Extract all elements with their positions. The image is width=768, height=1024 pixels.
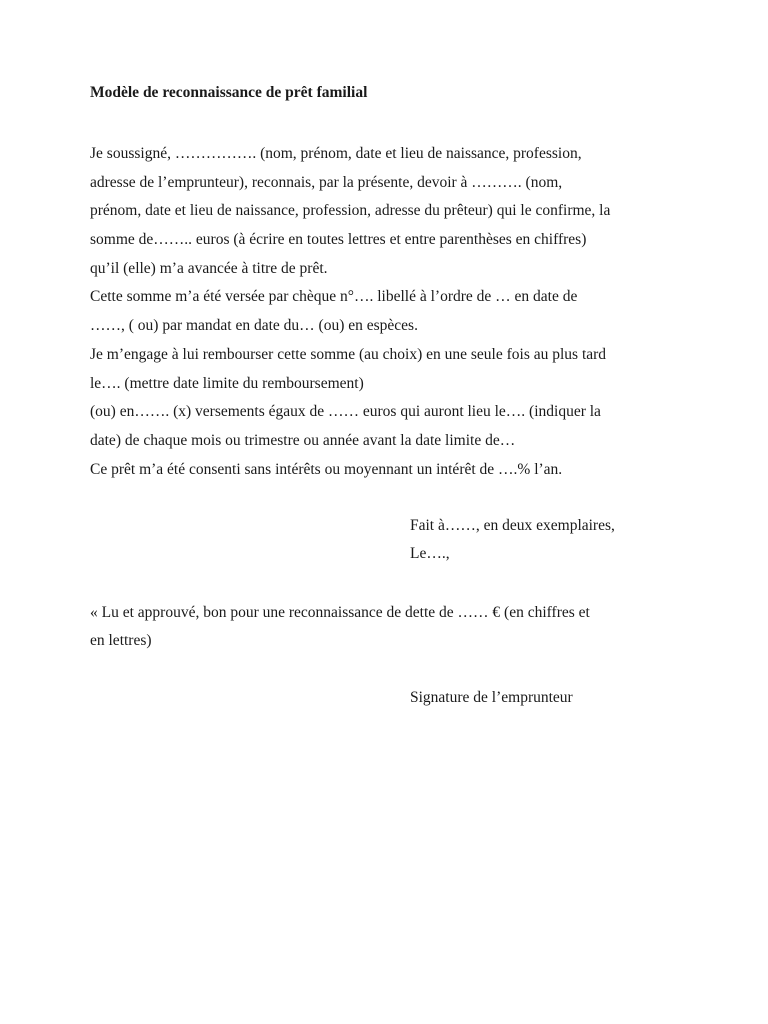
body-line: date) de chaque mois ou trimestre ou année avant la date limite de… (90, 431, 516, 449)
body-line: somme de…….. euros (à écrire en toutes lettres et entre parenthèses en chiffres) (90, 231, 587, 249)
body-line: Ce prêt m’a été consenti sans intérêts ou moyennant un intérêt de ….% l’an. (90, 460, 563, 478)
place-line: Fait à……, en deux exemplaires, (410, 517, 615, 534)
document-body (90, 140, 690, 484)
body-line: le…. (mettre date limite du remboursement) (90, 374, 364, 392)
body-line: Cette somme m’a été versée par chèque n°…. libellé à l’ordre de … en date de (90, 288, 578, 306)
body-line: Je soussigné, ……………. (nom, prénom, date et lieu de naissance, profession, (90, 145, 582, 162)
body-line: Je m’engage à lui rembourser cette somme (au choix) en une seule fois au plus tard (90, 345, 607, 363)
approval-line: « Lu et approuvé, bon pour une reconnaissance de dette de …… € (en chiffres et (90, 604, 590, 621)
body-line: qu’il (elle) m’a avancée à titre de prêt. (90, 259, 328, 277)
body-line: ……, ( ou) par mandat en date du… (ou) en espèces. (90, 317, 418, 335)
approval-statement (90, 599, 690, 655)
body-line: (ou) en……. (x) versements égaux de …… euros qui auront lieu le…. (indiquer la (90, 403, 601, 421)
date-line: Le…., (410, 545, 450, 562)
place-date-block (410, 512, 615, 568)
document-title: Modèle de reconnaissance de prêt familial (90, 84, 368, 101)
body-line: prénom, date et lieu de naissance, profession, adresse du prêteur) qui le confirme, la (90, 202, 611, 220)
body-line: adresse de l’emprunteur), reconnais, par la présente, devoir à ………. (nom, (90, 173, 563, 191)
approval-line: en lettres) (90, 632, 152, 649)
signature-label: Signature de l’emprunteur (410, 689, 573, 706)
